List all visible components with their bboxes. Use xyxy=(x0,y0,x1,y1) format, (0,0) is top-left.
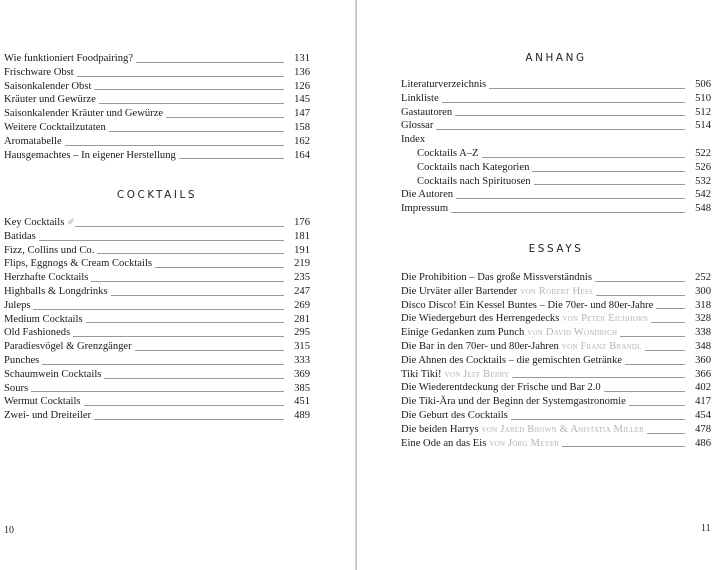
toc-entry xyxy=(4,395,310,409)
toc-entry xyxy=(4,368,310,382)
leader-line xyxy=(155,267,284,268)
toc-entry xyxy=(401,92,711,106)
toc-entry xyxy=(401,147,711,161)
leader-line xyxy=(97,253,284,254)
toc-entry xyxy=(4,299,310,313)
toc-entry xyxy=(4,121,310,135)
toc-entry xyxy=(4,149,310,163)
toc-entry-title: Linkliste xyxy=(401,92,439,104)
toc-entry xyxy=(401,299,711,313)
toc-entry xyxy=(401,271,711,285)
toc-entry-page: 269 xyxy=(294,299,310,311)
toc-entry-title: Die Bar in den 70er- und 80er-Jahren xyxy=(401,340,559,352)
toc-entry xyxy=(401,368,711,382)
toc-entry-page: 532 xyxy=(695,175,711,187)
leader-line xyxy=(651,322,685,323)
leader-line xyxy=(136,62,284,63)
leader-line xyxy=(629,405,685,406)
toc-entry-page: 333 xyxy=(294,354,310,366)
leader-line xyxy=(482,157,686,158)
toc-entry xyxy=(4,340,310,354)
toc-entry xyxy=(401,423,711,437)
toc-entry xyxy=(4,135,310,149)
toc-entry-page: 366 xyxy=(695,368,711,380)
toc-entry xyxy=(4,66,310,80)
toc-entry xyxy=(401,161,711,175)
toc-entry xyxy=(401,326,711,340)
leader-line xyxy=(104,378,284,379)
toc-entry-title: Zwei- und Dreiteiler xyxy=(4,410,92,422)
toc-entry-title: Die Ahnen des Cocktails – die gemischten Getränke xyxy=(401,354,622,366)
toc-entry xyxy=(4,244,310,258)
toc-entry xyxy=(4,107,310,121)
leader-line xyxy=(562,446,685,447)
toc-entry-page: 514 xyxy=(695,120,711,132)
toc-entry-title: Die Tiki-Ära und der Beginn der Systemgastronomie xyxy=(401,396,626,408)
toc-entry-title: Saisonkalender Obst xyxy=(4,80,92,92)
toc-entry-page: 510 xyxy=(695,92,711,104)
toc-entry-page: 191 xyxy=(294,244,310,256)
toc-entry xyxy=(401,106,711,120)
toc-entry-title: Die Autoren xyxy=(401,189,454,201)
toc-entry-title: Paradiesvögel & Grenzgänger xyxy=(4,341,132,353)
toc-entry-title: Einige Gedanken zum Punch xyxy=(401,327,525,339)
cocktails-heading: COCKTAILS xyxy=(116,189,198,201)
toc-entry xyxy=(4,409,310,423)
toc-entry-page: 126 xyxy=(294,80,310,92)
toc-entry xyxy=(401,133,711,147)
leader-line xyxy=(73,336,284,337)
toc-entry xyxy=(401,381,711,395)
toc-entry-page: 315 xyxy=(294,341,310,353)
toc-entry-title: Old Fashioneds xyxy=(4,327,71,339)
toc-entry-author: von Jared Brown & Anistatia Miller xyxy=(481,423,644,435)
toc-entry-page: 281 xyxy=(294,313,310,325)
toc-entry xyxy=(4,326,310,340)
toc-entry-page: 219 xyxy=(294,258,310,270)
toc-entry-page: 542 xyxy=(695,189,711,201)
toc-entry-page: 318 xyxy=(695,299,711,311)
toc-entry-page: 131 xyxy=(294,53,310,64)
toc-entry-title: Die Prohibition – Das große Missverständnis xyxy=(401,272,592,283)
leader-line xyxy=(451,212,685,213)
right-page xyxy=(357,0,720,570)
toc-entry xyxy=(4,354,310,368)
toc-entry-page: 512 xyxy=(695,106,711,118)
leader-line xyxy=(166,117,284,118)
toc-entry xyxy=(4,93,310,107)
toc-entry-title: Cocktails nach Kategorien xyxy=(417,161,530,173)
toc-entry-title: Schaumwein Cocktails xyxy=(4,368,102,380)
toc-entry-title: Glossar xyxy=(401,120,434,132)
leader-line xyxy=(77,76,284,77)
toc-entry xyxy=(4,257,310,271)
toc-entry xyxy=(4,271,310,285)
toc-entry-page: 369 xyxy=(294,368,310,380)
leader-line xyxy=(442,102,685,103)
toc-entry-title: Cocktails nach Spirituosen xyxy=(417,175,531,187)
leader-line xyxy=(84,405,284,406)
toc-entry-title: Die Geburt des Cocktails xyxy=(401,409,508,421)
toc-essays xyxy=(401,271,711,450)
toc-entry xyxy=(4,52,310,66)
toc-entry-title: Key Cocktails xyxy=(4,217,65,228)
toc-entry-title: Die beiden Harrys xyxy=(401,423,479,435)
leader-line xyxy=(31,391,284,392)
toc-entry xyxy=(401,340,711,354)
toc-entry-title: Tiki Tiki! xyxy=(401,368,442,380)
toc-left-top xyxy=(4,52,310,162)
toc-entry-title: Hausgemachtes – In eigener Herstellung xyxy=(4,149,176,161)
leader-line xyxy=(596,295,685,296)
toc-anhang xyxy=(401,78,711,216)
toc-entry-page: 454 xyxy=(695,409,711,421)
toc-entry-page: 252 xyxy=(695,272,711,283)
toc-entry-title: Die Wiedergeburt des Herrengedecks xyxy=(401,313,560,325)
toc-entry xyxy=(401,78,711,92)
toc-entry xyxy=(4,285,310,299)
essays-heading: ESSAYS xyxy=(528,243,584,255)
toc-cocktails xyxy=(4,216,310,423)
toc-entry-title: Cocktails A–Z xyxy=(417,147,479,159)
leader-line xyxy=(595,281,685,282)
toc-entry-title: Highballs & Longdrinks xyxy=(4,285,108,297)
pen-icon: ✐ xyxy=(67,217,75,227)
toc-entry-title: Fizz, Collins und Co. xyxy=(4,244,95,256)
toc-entry-page: 328 xyxy=(695,313,711,325)
leader-line xyxy=(656,308,685,309)
toc-entry xyxy=(4,216,310,230)
toc-entry xyxy=(401,409,711,423)
toc-entry-title: Frischware Obst xyxy=(4,66,74,78)
leader-line xyxy=(33,309,284,310)
leader-line xyxy=(94,89,284,90)
toc-entry-page: 489 xyxy=(294,410,310,422)
leader-line xyxy=(86,322,284,323)
toc-entry-title: Disco Disco! Ein Kessel Buntes – Die 70er- und 80er-Jahre xyxy=(401,299,654,311)
toc-entry-title: Gastautoren xyxy=(401,106,453,118)
toc-entry-page: 181 xyxy=(294,230,310,242)
toc-entry-title: Kräuter und Gewürze xyxy=(4,94,96,106)
leader-line xyxy=(645,350,685,351)
toc-entry-author: von Robert Hess xyxy=(520,285,593,297)
leader-line xyxy=(604,391,685,392)
leader-line xyxy=(532,171,685,172)
toc-entry-title: Die Wiederentdeckung der Frische und Bar 2.0 xyxy=(401,382,601,394)
leader-line xyxy=(109,131,284,132)
leader-line xyxy=(75,226,284,227)
toc-entry-page: 548 xyxy=(695,203,711,215)
toc-entry-author: von David Wondrich xyxy=(527,327,618,339)
leader-line xyxy=(456,198,685,199)
toc-entry-title: Die Urväter aller Bartender xyxy=(401,285,518,297)
toc-entry xyxy=(401,175,711,189)
toc-entry-page: 417 xyxy=(695,396,711,408)
leader-line xyxy=(91,281,284,282)
toc-entry-page: 451 xyxy=(294,396,310,408)
toc-entry-page: 147 xyxy=(294,108,310,120)
toc-entry-title: Medium Cocktails xyxy=(4,313,83,325)
leader-line xyxy=(39,240,284,241)
toc-entry xyxy=(401,437,711,451)
toc-entry-page: 522 xyxy=(695,147,711,159)
toc-entry-title: Impressum xyxy=(401,203,449,215)
toc-entry xyxy=(401,202,711,216)
leader-line xyxy=(65,145,284,146)
toc-entry-title: Flips, Eggnogs & Cream Cocktails xyxy=(4,258,153,270)
toc-entry xyxy=(401,395,711,409)
toc-entry xyxy=(401,188,711,202)
page-number-left: 10 xyxy=(4,525,14,536)
leader-line xyxy=(620,336,685,337)
toc-entry-author: von Franz Brandl xyxy=(561,340,642,352)
toc-entry-page: 526 xyxy=(695,161,711,173)
toc-entry xyxy=(401,354,711,368)
toc-entry-page: 478 xyxy=(695,423,711,435)
leader-line xyxy=(99,103,284,104)
toc-entry-page: 385 xyxy=(294,382,310,394)
toc-entry-page: 338 xyxy=(695,327,711,339)
toc-entry-title: Juleps xyxy=(4,299,31,311)
toc-entry-page: 300 xyxy=(695,285,711,297)
toc-entry-page: 176 xyxy=(294,217,310,228)
toc-entry-page: 348 xyxy=(695,340,711,352)
toc-entry-title: Wermut Cocktails xyxy=(4,396,81,408)
left-page xyxy=(0,0,357,570)
leader-line xyxy=(625,364,685,365)
leader-line xyxy=(512,377,685,378)
leader-line xyxy=(94,419,284,420)
toc-entry-author: von Jeff Berry xyxy=(444,368,510,380)
page-number-right: 11 xyxy=(701,523,711,534)
toc-entry-page: 158 xyxy=(294,121,310,133)
toc-entry-title: Eine Ode an das Eis xyxy=(401,437,487,449)
toc-entry xyxy=(401,119,711,133)
leader-line xyxy=(647,433,685,434)
toc-entry-title: Batidas xyxy=(4,230,36,242)
leader-line xyxy=(455,115,685,116)
toc-entry-page: 247 xyxy=(294,285,310,297)
toc-entry-page: 164 xyxy=(294,149,310,161)
toc-entry-author: von Peter Eichhorn xyxy=(562,313,649,325)
toc-entry-page: 162 xyxy=(294,135,310,147)
toc-entry-author: von Jörg Meyer xyxy=(489,437,560,449)
toc-entry-page: 360 xyxy=(695,354,711,366)
toc-entry-title: Sours xyxy=(4,382,29,394)
toc-entry-page: 295 xyxy=(294,327,310,339)
toc-entry-title: Literaturverzeichnis xyxy=(401,79,487,90)
toc-entry-title: Wie funktioniert Foodpairing? xyxy=(4,53,134,64)
toc-entry-page: 145 xyxy=(294,94,310,106)
toc-entry-title: Weitere Cocktailzutaten xyxy=(4,121,106,133)
toc-entry-title: Saisonkalender Kräuter und Gewürze xyxy=(4,108,164,120)
toc-entry-page: 486 xyxy=(695,437,711,449)
leader-line xyxy=(534,184,685,185)
toc-entry-page: 506 xyxy=(695,79,711,90)
toc-entry-page: 402 xyxy=(695,382,711,394)
leader-line xyxy=(511,419,685,420)
toc-entry-title: Punches xyxy=(4,354,40,366)
toc-entry xyxy=(4,230,310,244)
anhang-heading: ANHANG xyxy=(525,52,587,64)
leader-line xyxy=(436,129,685,130)
toc-entry xyxy=(4,80,310,94)
leader-line xyxy=(111,295,284,296)
toc-entry-page: 235 xyxy=(294,272,310,284)
toc-entry xyxy=(401,285,711,299)
leader-line xyxy=(489,88,685,89)
leader-line xyxy=(135,350,284,351)
leader-line xyxy=(179,158,284,159)
toc-entry xyxy=(401,312,711,326)
toc-entry-title: Aromatabelle xyxy=(4,135,62,147)
toc-entry-title: Herzhafte Cocktails xyxy=(4,272,89,284)
toc-entry-title: Index xyxy=(401,134,426,146)
toc-entry xyxy=(4,382,310,396)
leader-line xyxy=(42,364,284,365)
toc-entry-page: 136 xyxy=(294,66,310,78)
toc-entry xyxy=(4,313,310,327)
